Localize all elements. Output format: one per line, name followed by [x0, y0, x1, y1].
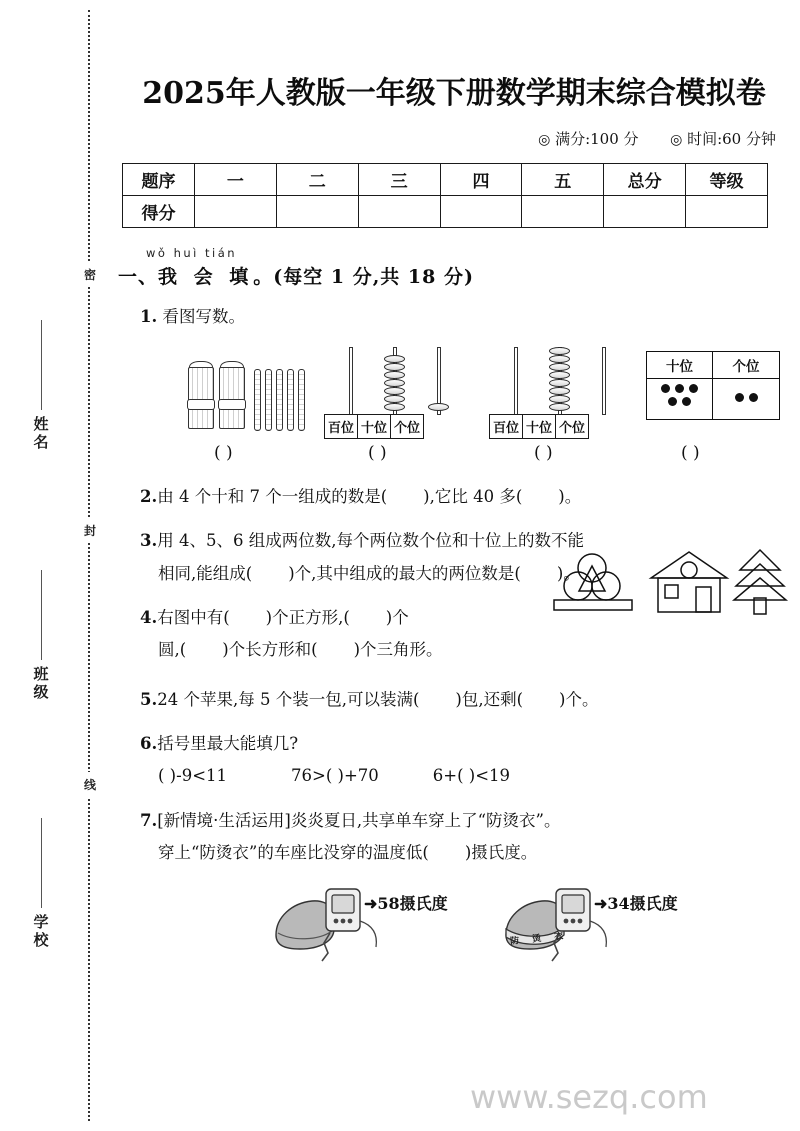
abacus-bead	[384, 395, 405, 403]
dot-table-header-tens: 十位	[647, 352, 713, 379]
seal-char-xian: 线	[79, 772, 101, 797]
score-col-3: 三	[358, 164, 440, 196]
abacus-bead	[384, 371, 405, 379]
question-3-number: 3.	[140, 531, 158, 551]
place-label-tens: 十位	[358, 415, 391, 438]
name-write-rule	[41, 320, 42, 410]
house-window-square	[665, 585, 678, 598]
score-col-5: 五	[522, 164, 604, 196]
student-field-name	[18, 320, 64, 452]
question-7-number: 7.	[140, 810, 158, 830]
abacus-bead	[384, 363, 405, 371]
student-field-school	[18, 818, 64, 950]
dot	[668, 397, 677, 406]
question-1-figures	[136, 343, 790, 443]
question-4-part-b: )个正方形,(	[265, 607, 350, 627]
score-col-grade: 等级	[686, 164, 768, 196]
dot-cell-ones	[713, 379, 779, 419]
dot	[661, 384, 670, 393]
dot	[682, 397, 691, 406]
question-6-expr-2[interactable]: 76>( )+70	[291, 766, 379, 786]
section-title	[118, 262, 790, 289]
house-door-rectangle	[696, 587, 711, 612]
arrow-icon: ➜	[364, 893, 378, 913]
question-4-part-d: 圆,(	[158, 639, 187, 659]
thermometer-button	[564, 918, 569, 923]
question-5-part-b: )包,还剩(	[455, 690, 524, 710]
loose-stick	[276, 369, 283, 431]
student-field-class	[18, 570, 64, 702]
bike-seat-with-cover	[498, 877, 678, 967]
circle-shape	[578, 554, 606, 582]
question-2-part-c: )。	[558, 487, 582, 507]
thermometer-button	[341, 918, 346, 923]
abacus-bead	[549, 355, 570, 363]
question-4-number: 4.	[140, 607, 158, 627]
circle-shape	[592, 572, 620, 600]
score-cell-4[interactable]	[440, 196, 522, 228]
abacus-figure-1	[324, 343, 472, 439]
abacus-bead	[549, 387, 570, 395]
seat-temp-text-2: 34摄氏度	[607, 893, 678, 913]
question-1	[140, 301, 790, 333]
section-index: 一、	[118, 266, 159, 288]
abacus-rod-ones	[602, 347, 606, 415]
score-table-header-row	[123, 164, 768, 196]
section-name: 我 会 填	[158, 266, 254, 288]
section-one-header	[118, 246, 790, 289]
question-7-part-a: 穿上“防烫衣”的车座比没穿的温度低(	[158, 842, 429, 862]
question-7	[140, 805, 790, 869]
circle-shape	[564, 572, 592, 600]
class-write-rule	[41, 570, 42, 660]
question-6-number: 6.	[140, 734, 158, 754]
arrow-icon: ➜	[594, 893, 608, 913]
dot	[675, 384, 684, 393]
question-7-tag: [新情境·生活运用]	[157, 810, 291, 830]
dot-table-header-row	[647, 352, 779, 379]
shapes-figure	[552, 546, 790, 633]
question-5-part-c: )个。	[559, 690, 599, 710]
thermometer-screen	[332, 895, 354, 913]
student-field-name-label: 姓名	[31, 416, 50, 452]
abacus-place-labels-1	[324, 414, 424, 439]
abacus-bead	[549, 379, 570, 387]
q1-blank-1[interactable]: ( )	[214, 443, 233, 464]
question-3-part-a: 相同,能组成(	[158, 563, 253, 583]
question-2	[140, 481, 790, 513]
question-6	[140, 728, 790, 792]
abacus-bead	[549, 347, 570, 355]
abacus-bead	[549, 371, 570, 379]
score-row-label-index: 题序	[123, 164, 195, 196]
question-4-part-e: )个长方形和(	[222, 639, 318, 659]
place-label-ones: 个位	[559, 421, 586, 437]
thermometer-button	[348, 918, 353, 923]
exam-content	[118, 0, 790, 973]
place-label-hundreds: 百位	[490, 415, 523, 438]
abacus-place-labels-2	[489, 414, 589, 439]
dot-table-header-ones: 个位	[713, 352, 779, 379]
seal-char-mi: 密	[79, 262, 101, 287]
question-1-number: 1.	[140, 307, 158, 326]
score-row-label-points: 得分	[123, 196, 195, 228]
score-table	[122, 163, 768, 228]
section-pinyin: wǒ huì tián	[146, 246, 238, 260]
seal-char-feng: 封	[79, 518, 101, 543]
score-col-total: 总分	[604, 164, 686, 196]
loose-stick	[265, 369, 272, 431]
q1-blank-3[interactable]: ( )	[534, 443, 553, 464]
question-4-part-a: 右图中有(	[157, 607, 230, 627]
loose-stick	[287, 369, 294, 431]
abacus-rod-hundreds	[514, 347, 518, 415]
full-score-text: 满分:100 分	[555, 130, 639, 148]
seat-temp-text-1: 58摄氏度	[377, 893, 448, 913]
loose-stick	[254, 369, 261, 431]
abacus-bead	[549, 363, 570, 371]
score-table-value-row	[123, 196, 768, 228]
time-icon: ◎	[670, 132, 683, 148]
thermometer-screen	[562, 895, 584, 913]
full-score-icon: ◎	[538, 132, 551, 148]
hand-outline	[590, 921, 606, 947]
score-cell-3[interactable]	[358, 196, 440, 228]
site-watermark: www.sezq.com	[470, 1078, 708, 1116]
abacus-rod-hundreds	[349, 347, 353, 415]
abacus-bead	[384, 355, 405, 363]
hand-outline	[360, 921, 376, 947]
seal-dotted-line	[88, 10, 90, 1121]
thermometer-button	[334, 918, 339, 923]
question-5	[140, 684, 790, 716]
bike-seat-without-cover	[268, 877, 448, 967]
question-7-part-b: )摄氏度。	[464, 842, 538, 862]
dot	[749, 393, 758, 402]
question-4-part-c: )个	[385, 607, 409, 627]
question-4-part-f: )个三角形。	[353, 639, 443, 659]
score-cell-grade[interactable]	[686, 196, 768, 228]
question-2-part-a: 由 4 个十和 7 个一组成的数是(	[157, 487, 388, 507]
q1-blank-4[interactable]: ( )	[681, 443, 700, 464]
question-3-part-b: )个,其中组成的最大的两位数是(	[288, 563, 521, 583]
seat-temp-label-1	[364, 891, 448, 914]
question-3-line-1: 用 4、5、6 组成两位数,每个两位数个位和十位上的数不能	[157, 531, 584, 551]
section-scoring: 。(每空 1 分,共 18 分)	[253, 266, 474, 288]
exam-meta	[118, 128, 790, 149]
score-col-1: 一	[195, 164, 277, 196]
abacus-bead	[384, 379, 405, 387]
dot-table-dot-row	[647, 379, 779, 419]
score-cell-5[interactable]	[522, 196, 604, 228]
place-label-ones: 个位	[394, 421, 421, 437]
house-window-circle	[681, 562, 697, 578]
dot	[735, 393, 744, 402]
score-col-4: 四	[440, 164, 522, 196]
question-2-number: 2.	[140, 487, 158, 507]
place-value-dot-table	[646, 351, 780, 420]
loose-stick	[298, 369, 305, 431]
question-3-part-c: )。	[556, 563, 580, 583]
stick-bundle	[219, 359, 245, 433]
question-6-expr-1[interactable]: ( )-9<11	[158, 766, 228, 786]
score-col-2: 二	[276, 164, 358, 196]
question-5-part-a: 24 个苹果,每 5 个装一包,可以装满(	[157, 690, 420, 710]
abacus-bead	[549, 403, 570, 411]
house-roof-triangle	[651, 552, 727, 578]
dot-cell-tens	[647, 379, 713, 419]
thermometer-button	[578, 918, 583, 923]
time-limit-text: 时间:60 分钟	[687, 130, 776, 148]
seat-temp-label-2	[594, 891, 678, 914]
page-title: 2025年人教版一年级下册数学期末综合模拟卷	[142, 76, 766, 111]
abacus-bead	[549, 395, 570, 403]
bike-seat-figures	[268, 877, 790, 973]
student-field-class-label: 班级	[31, 666, 50, 702]
place-label-tens: 十位	[523, 415, 556, 438]
question-2-part-b: ),它比 40 多(	[423, 487, 523, 507]
question-5-number: 5.	[140, 690, 158, 710]
stick-bundle	[188, 359, 214, 433]
seat-cover-text: 防 烫 衣	[509, 930, 569, 947]
question-1-answer-blanks	[136, 443, 790, 469]
q1-blank-2[interactable]: ( )	[368, 443, 387, 464]
dot	[689, 384, 698, 393]
question-6-prompt: 括号里最大能填几?	[157, 734, 299, 754]
question-6-expr-3[interactable]: 6+( )<19	[432, 766, 511, 786]
abacus-bead	[384, 403, 405, 411]
question-4	[140, 602, 790, 666]
abacus-figure-2	[489, 343, 637, 439]
bar-rectangle	[554, 600, 632, 610]
score-cell-total[interactable]	[604, 196, 686, 228]
abacus-bead	[384, 387, 405, 395]
question-7-line-1: 炎炎夏日,共享单车穿上了“防烫衣”。	[290, 810, 561, 830]
question-1-text: 看图写数。	[162, 307, 245, 326]
abacus-bead	[428, 403, 449, 411]
score-cell-2[interactable]	[276, 196, 358, 228]
score-cell-1[interactable]	[195, 196, 277, 228]
thermometer-button	[571, 918, 576, 923]
student-field-school-label: 学校	[31, 914, 50, 950]
tree-triangle	[740, 550, 780, 570]
school-write-rule	[41, 818, 42, 908]
place-label-hundreds: 百位	[325, 415, 358, 438]
